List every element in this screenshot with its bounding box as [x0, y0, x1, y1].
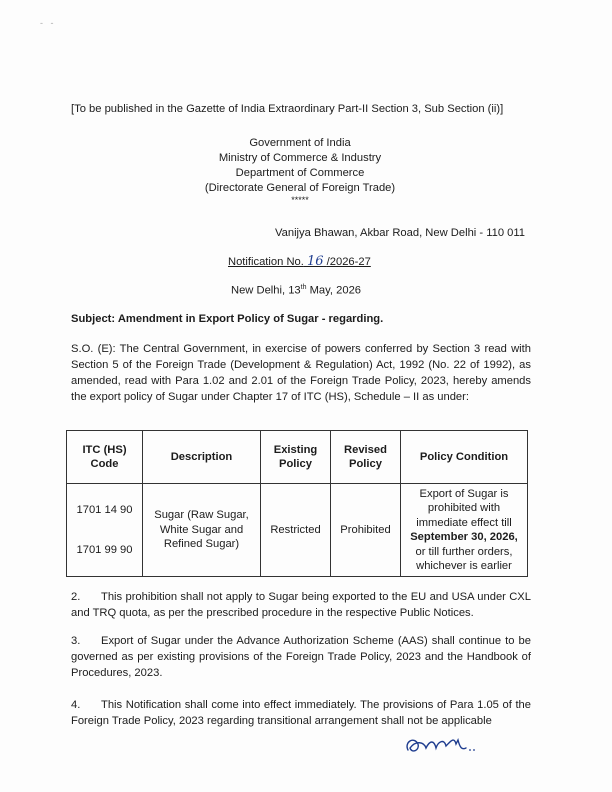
header-line-2: Ministry of Commerce & Industry — [218, 152, 382, 164]
header-stars: ***** — [291, 195, 309, 205]
itc-code-2: 1701 99 90 — [76, 544, 133, 556]
header-line-3: Department of Commerce — [235, 167, 365, 179]
notification-handwritten-number: 16 — [306, 254, 324, 269]
notification-number — [228, 254, 371, 269]
header-line-1: Government of India — [249, 137, 351, 149]
table-header-row — [67, 431, 528, 484]
para-3-number: 3. — [71, 635, 81, 647]
cell-existing: Restricted — [261, 484, 331, 577]
issuing-authority — [150, 136, 450, 204]
col-description: Description — [143, 431, 261, 484]
paragraph-4 — [71, 697, 531, 729]
notification-prefix: Notification No. — [228, 256, 304, 268]
issue-date — [231, 284, 361, 297]
para-2-number: 2. — [71, 591, 81, 603]
header-line-4: (Directorate General of Foreign Trade) — [204, 182, 396, 194]
notification-suffix: /2026-27 — [326, 256, 371, 268]
col-existing-policy: Existing Policy — [261, 431, 331, 484]
gazette-line: [To be published in the Gazette of India Extraordinary Part-II Section 3, Sub Section (ii)] — [71, 103, 504, 115]
so-paragraph: S.O. (E): The Central Government, in exercise of powers conferred by Section 3 read with Section 5 of the Foreign Trade (Development & Regulation) Act, 1992 (No. 22 of 1992), as amended, read with Para 1.02 and 2.01 of the Foreign Trade Policy, 2023, hereby amends the export policy of Sugar under Chapter 17 of ITC (HS), Schedule – II as under: — [71, 343, 531, 403]
cell-condition — [401, 484, 528, 577]
condition-text-b: or till further orders, whichever is earlier — [415, 545, 513, 572]
cell-revised: Prohibited — [331, 484, 401, 577]
para-4-number: 4. — [71, 699, 81, 711]
condition-date: September 30, 2026, — [410, 531, 518, 543]
col-revised-policy: Revised Policy — [331, 431, 401, 484]
date-prefix: New Delhi, 13 — [231, 284, 301, 297]
subject-line: Subject: Amendment in Export Policy of Sugar - regarding. — [71, 313, 384, 325]
signature-image — [400, 728, 480, 762]
date-sup: th — [300, 284, 307, 291]
office-address: Vanijya Bhawan, Akbar Road, New Delhi - 110 011 — [275, 227, 525, 239]
col-policy-condition: Policy Condition — [401, 431, 528, 484]
para-3-text: Export of Sugar under the Advance Authorization Scheme (AAS) shall continue to be governed as per existing provisions of the Foreign Trade Policy, 2023 and the Handbook of Procedures, 2023. — [71, 635, 531, 679]
cell-description: Sugar (Raw Sugar, White Sugar and Refined Sugar) — [143, 484, 261, 577]
policy-table — [66, 430, 528, 577]
col-itc-code: ITC (HS) Code — [67, 431, 143, 484]
date-suffix: May, 2026 — [306, 284, 362, 297]
paragraph-2 — [71, 589, 531, 621]
table-row — [67, 484, 528, 577]
para-2-text: This prohibition shall not apply to Sugar being exported to the EU and USA under CXL and TRQ quota, as per the prescribed procedure in the respective Public Notices. — [71, 591, 531, 619]
paragraph-3 — [71, 633, 531, 681]
condition-text-a: Export of Sugar is prohibited with immediate effect till — [416, 487, 512, 529]
para-4-text: This Notification shall come into effect immediately. The provisions of Para 1.05 of the Foreign Trade Policy, 2023 regarding transitional arrangement shall not be applicable — [71, 699, 531, 727]
itc-code-1: 1701 14 90 — [76, 503, 133, 516]
scan-mark: - - — [40, 18, 54, 28]
cell-itc-codes — [67, 484, 143, 577]
